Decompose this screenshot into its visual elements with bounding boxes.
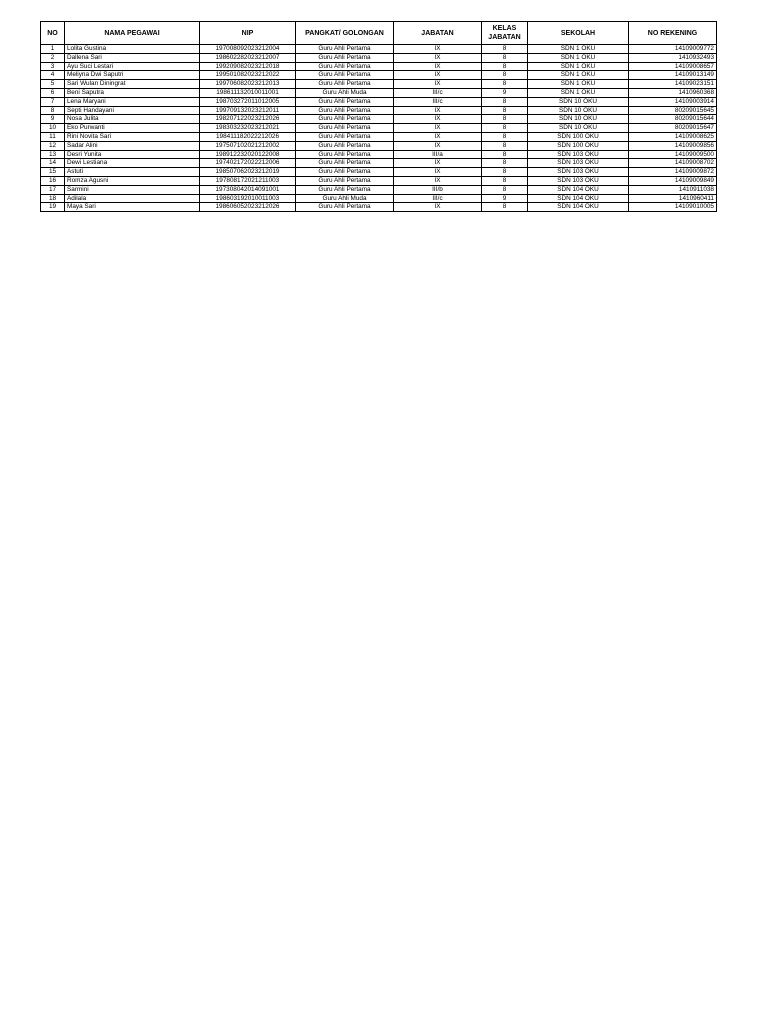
cell-nama-pegawai: Lolita Gustina [65,45,200,54]
table-row [41,150,717,159]
cell-pangkat-golongan: Guru Ahli Pertama [296,45,394,54]
table-row [41,141,717,150]
header-no: NO [41,22,65,45]
cell-no-rekening: 14109009856 [629,141,717,150]
table-row [41,71,717,80]
table-row [41,203,717,212]
cell-no: 11 [41,132,65,141]
cell-jabatan: IX [394,53,482,62]
cell-nip: 198611132010011001 [200,88,296,97]
cell-nip: 198602282023212007 [200,53,296,62]
cell-no-rekening: 14109013149 [629,71,717,80]
cell-jabatan: IX [394,124,482,133]
cell-no: 18 [41,194,65,203]
cell-kelas-jabatan: 8 [482,159,528,168]
cell-jabatan: III/c [394,194,482,203]
cell-no: 15 [41,168,65,177]
cell-pangkat-golongan: Guru Ahli Pertama [296,97,394,106]
cell-sekolah: SDN 1 OKU [528,45,629,54]
cell-no-rekening: 14109008702 [629,159,717,168]
cell-pangkat-golongan: Guru Ahli Pertama [296,168,394,177]
cell-nip: 199501082023212022 [200,71,296,80]
cell-nip: 197808172021211003 [200,176,296,185]
cell-no: 1 [41,45,65,54]
cell-sekolah: SDN 104 OKU [528,185,629,194]
table-row [41,168,717,177]
cell-nip: 199709132023212011 [200,106,296,115]
table-row [41,53,717,62]
cell-kelas-jabatan: 8 [482,203,528,212]
cell-sekolah: SDN 10 OKU [528,115,629,124]
cell-no: 14 [41,159,65,168]
cell-sekolah: SDN 10 OKU [528,97,629,106]
cell-pangkat-golongan: Guru Ahli Pertama [296,71,394,80]
cell-sekolah: SDN 104 OKU [528,203,629,212]
header-sekolah: SEKOLAH [528,22,629,45]
cell-no: 12 [41,141,65,150]
header-nip: NIP [200,22,296,45]
cell-nama-pegawai: Sarmini [65,185,200,194]
cell-no-rekening: 14109003914 [629,97,717,106]
cell-nama-pegawai: Dewi Lestiana [65,159,200,168]
cell-nip: 198207122023212026 [200,115,296,124]
cell-no-rekening: 80209015645 [629,106,717,115]
table-row [41,106,717,115]
cell-jabatan: IX [394,203,482,212]
cell-kelas-jabatan: 8 [482,97,528,106]
cell-nama-pegawai: Beni Saputra [65,88,200,97]
cell-sekolah: SDN 1 OKU [528,62,629,71]
cell-nama-pegawai: Septi Handayani [65,106,200,115]
cell-nama-pegawai: Astuti [65,168,200,177]
employee-table-block-1 [40,21,717,212]
cell-kelas-jabatan: 9 [482,88,528,97]
cell-jabatan: IX [394,62,482,71]
cell-no-rekening: 14109008625 [629,132,717,141]
cell-pangkat-golongan: Guru Ahli Pertama [296,80,394,89]
cell-jabatan: III/a [394,150,482,159]
header-nama-pegawai: NAMA PEGAWAI [65,22,200,45]
cell-nip: 197308042014091001 [200,185,296,194]
cell-no: 8 [41,106,65,115]
table-row [41,62,717,71]
table-row [41,185,717,194]
cell-nip: 199209082023212018 [200,62,296,71]
cell-no-rekening: 14109023151 [629,80,717,89]
cell-nama-pegawai: Adilala [65,194,200,203]
cell-kelas-jabatan: 8 [482,71,528,80]
cell-nama-pegawai: Meliyna Dwi Saputri [65,71,200,80]
cell-pangkat-golongan: Guru Ahli Pertama [296,106,394,115]
cell-no-rekening: 80209015644 [629,115,717,124]
table-row [41,97,717,106]
cell-sekolah: SDN 1 OKU [528,71,629,80]
cell-kelas-jabatan: 8 [482,141,528,150]
cell-kelas-jabatan: 8 [482,185,528,194]
cell-no: 17 [41,185,65,194]
cell-jabatan: IX [394,176,482,185]
cell-no-rekening: 14109009500 [629,150,717,159]
cell-pangkat-golongan: Guru Ahli Pertama [296,159,394,168]
table-row [41,194,717,203]
cell-nip: 197402172022212006 [200,159,296,168]
cell-sekolah: SDN 104 OKU [528,194,629,203]
cell-no-rekening: 14109009849 [629,176,717,185]
cell-no: 9 [41,115,65,124]
cell-no-rekening: 14109008657 [629,62,717,71]
cell-kelas-jabatan: 8 [482,150,528,159]
cell-nip: 198603192010011003 [200,194,296,203]
cell-nama-pegawai: Maya Sari [65,203,200,212]
cell-nip: 199706082023212013 [200,80,296,89]
cell-nip: 198411182022212026 [200,132,296,141]
cell-kelas-jabatan: 8 [482,80,528,89]
cell-no: 4 [41,71,65,80]
cell-nip: 198606052023212026 [200,203,296,212]
cell-nip: 197008092023212004 [200,45,296,54]
cell-jabatan: IX [394,159,482,168]
table-row [41,132,717,141]
cell-no-rekening: 14109009772 [629,45,717,54]
cell-no: 2 [41,53,65,62]
cell-pangkat-golongan: Guru Ahli Muda [296,194,394,203]
cell-no-rekening: 1410960368 [629,88,717,97]
cell-sekolah: SDN 103 OKU [528,150,629,159]
cell-kelas-jabatan: 8 [482,115,528,124]
cell-kelas-jabatan: 8 [482,176,528,185]
cell-nama-pegawai: Rini Novita Sari [65,132,200,141]
cell-kelas-jabatan: 9 [482,194,528,203]
cell-sekolah: SDN 10 OKU [528,124,629,133]
cell-nip: 198912232020122008 [200,150,296,159]
table-row [41,88,717,97]
cell-jabatan: IX [394,80,482,89]
cell-pangkat-golongan: Guru Ahli Pertama [296,150,394,159]
header-kelas-jabatan: KELAS JABATAN [482,22,528,45]
cell-sekolah: SDN 103 OKU [528,176,629,185]
cell-jabatan: IX [394,168,482,177]
cell-sekolah: SDN 103 OKU [528,159,629,168]
cell-no-rekening: 1410911038 [629,185,717,194]
cell-kelas-jabatan: 8 [482,124,528,133]
cell-sekolah: SDN 103 OKU [528,168,629,177]
cell-no-rekening: 1410960411 [629,194,717,203]
cell-nip: 198507062023212019 [200,168,296,177]
cell-no: 5 [41,80,65,89]
cell-kelas-jabatan: 8 [482,168,528,177]
cell-jabatan: III/c [394,97,482,106]
table-row [41,176,717,185]
cell-jabatan: IX [394,45,482,54]
cell-no: 19 [41,203,65,212]
cell-no-rekening: 80209015647 [629,124,717,133]
table-header-row [41,22,717,45]
cell-sekolah: SDN 1 OKU [528,80,629,89]
cell-pangkat-golongan: Guru Ahli Pertama [296,185,394,194]
cell-nama-pegawai: Sari Wulan Diningrat [65,80,200,89]
cell-nama-pegawai: Eko Purwanti [65,124,200,133]
cell-pangkat-golongan: Guru Ahli Pertama [296,62,394,71]
cell-no: 7 [41,97,65,106]
cell-sekolah: SDN 10 OKU [528,106,629,115]
cell-kelas-jabatan: 8 [482,132,528,141]
cell-jabatan: IX [394,106,482,115]
cell-sekolah: SDN 1 OKU [528,88,629,97]
cell-pangkat-golongan: Guru Ahli Pertama [296,176,394,185]
cell-jabatan: III/c [394,88,482,97]
cell-jabatan: IX [394,132,482,141]
cell-pangkat-golongan: Guru Ahli Pertama [296,53,394,62]
cell-pangkat-golongan: Guru Ahli Muda [296,88,394,97]
cell-no: 16 [41,176,65,185]
cell-no: 6 [41,88,65,97]
cell-sekolah: SDN 100 OKU [528,132,629,141]
cell-jabatan: IX [394,115,482,124]
cell-sekolah: SDN 100 OKU [528,141,629,150]
table-row [41,124,717,133]
cell-sekolah: SDN 1 OKU [528,53,629,62]
cell-no-rekening: 14109009872 [629,168,717,177]
table-body-block-1 [41,45,717,212]
cell-nama-pegawai: Desri Yunita [65,150,200,159]
cell-no-rekening: 1410932493 [629,53,717,62]
header-jabatan: JABATAN [394,22,482,45]
cell-nama-pegawai: Romza Agusni [65,176,200,185]
cell-no: 3 [41,62,65,71]
cell-jabatan: IX [394,71,482,80]
cell-nama-pegawai: Dallena Sari [65,53,200,62]
cell-kelas-jabatan: 8 [482,106,528,115]
table-row [41,159,717,168]
table-row [41,80,717,89]
cell-nip: 197507102021212002 [200,141,296,150]
cell-nama-pegawai: Ayu Suci Lestari [65,62,200,71]
header-no-rekening: NO REKENING [629,22,717,45]
cell-jabatan: IX [394,141,482,150]
cell-pangkat-golongan: Guru Ahli Pertama [296,124,394,133]
cell-nama-pegawai: Lena Maryani [65,97,200,106]
cell-pangkat-golongan: Guru Ahli Pertama [296,132,394,141]
cell-no-rekening: 14109010005 [629,203,717,212]
cell-nip: 198303232023212021 [200,124,296,133]
cell-nama-pegawai: Nosa Julita [65,115,200,124]
table-row [41,45,717,54]
cell-no: 10 [41,124,65,133]
cell-jabatan: III/b [394,185,482,194]
cell-nip: 198703272011012005 [200,97,296,106]
cell-pangkat-golongan: Guru Ahli Pertama [296,141,394,150]
cell-no: 13 [41,150,65,159]
cell-kelas-jabatan: 8 [482,45,528,54]
cell-pangkat-golongan: Guru Ahli Pertama [296,115,394,124]
header-pangkat-golongan: PANGKAT/ GOLONGAN [296,22,394,45]
cell-kelas-jabatan: 8 [482,62,528,71]
cell-pangkat-golongan: Guru Ahli Pertama [296,203,394,212]
cell-kelas-jabatan: 8 [482,53,528,62]
cell-nama-pegawai: Sadar Alini [65,141,200,150]
table-row [41,115,717,124]
